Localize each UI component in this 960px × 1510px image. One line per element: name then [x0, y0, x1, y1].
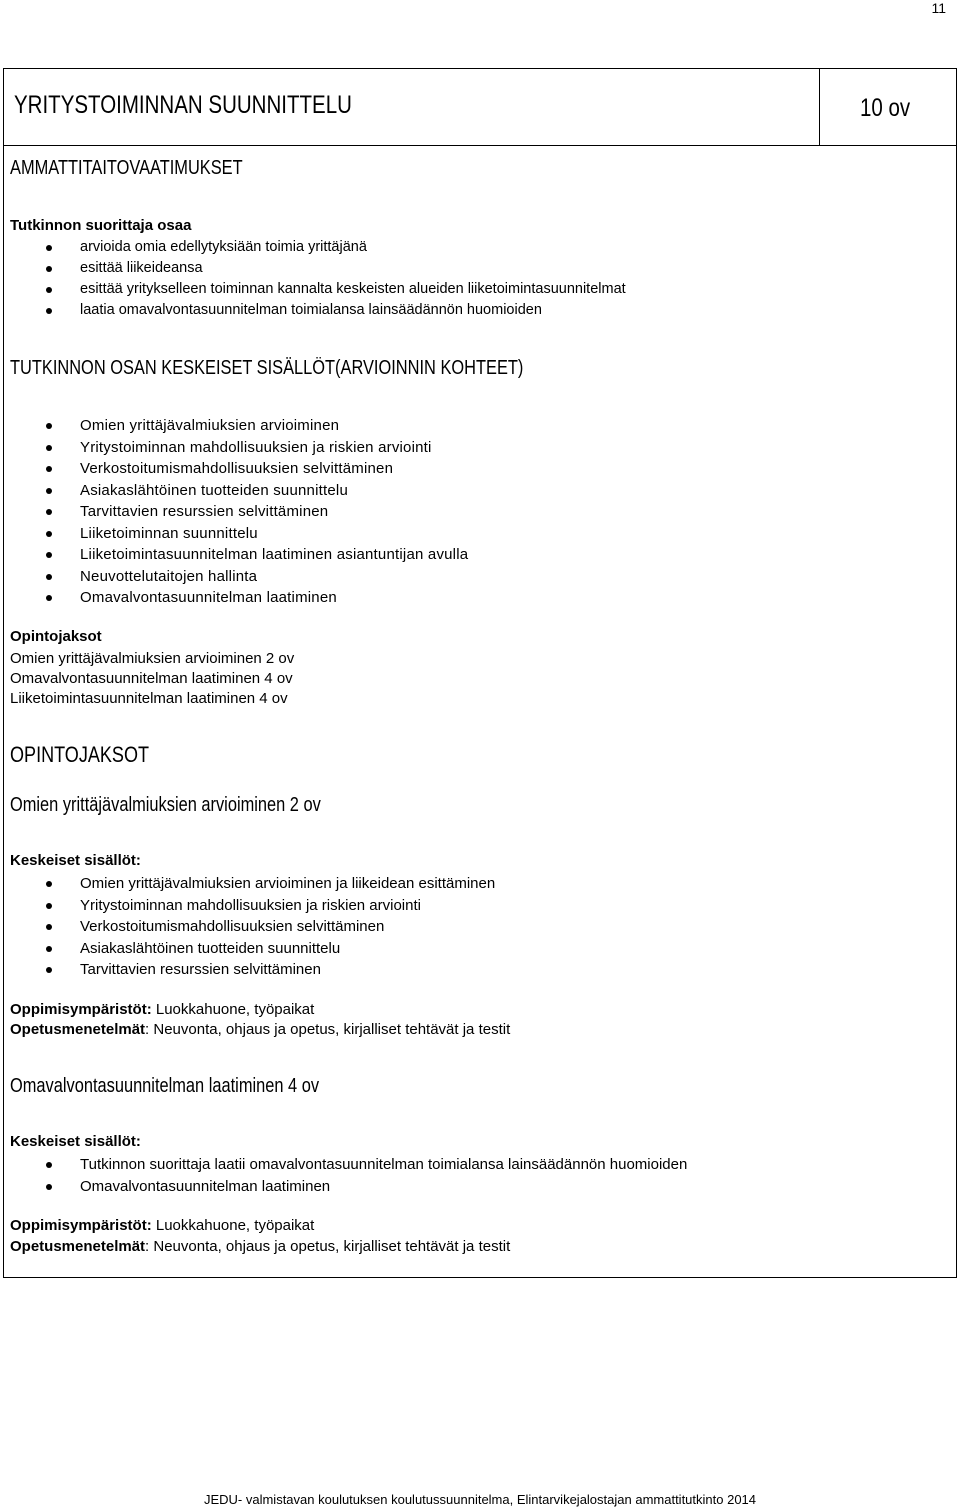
list-item-text: esittää liikeideansa	[80, 260, 203, 276]
contents-heading: TUTKINNON OSAN KESKEISET SISÄLLÖT(ARVIOINNIN KOHTEET)	[10, 357, 524, 379]
bullet-icon	[46, 595, 52, 601]
study-units-heading: OPINTOJAKSOT	[10, 742, 150, 767]
list-item	[0, 916, 495, 938]
unit-contents-label	[10, 852, 141, 869]
requirements-intro: Tutkinnon suorittaja osaa	[10, 217, 192, 234]
list-item	[0, 959, 495, 981]
title-row	[4, 69, 956, 146]
bullet-icon	[46, 488, 52, 494]
list-item	[0, 458, 468, 480]
module-credits: 10 ov	[860, 94, 911, 122]
bullet-icon	[46, 1162, 52, 1168]
list-item-text: Asiakaslähtöinen tuotteiden suunnittelu	[80, 939, 341, 957]
credits-cell	[819, 69, 956, 145]
study-unit-line: Omavalvontasuunnitelman laatiminen 4 ov	[10, 670, 293, 687]
list-item	[0, 938, 495, 960]
bullet-icon	[46, 967, 52, 973]
list-item	[0, 501, 468, 523]
list-item	[0, 237, 626, 258]
list-item-text: Verkostoitumismahdollisuuksien selvittäminen	[80, 460, 394, 477]
unit-methods	[10, 1238, 510, 1255]
bullet-icon	[46, 552, 52, 558]
list-item	[0, 258, 626, 279]
list-item	[0, 544, 468, 566]
list-item-text: Omien yrittäjävalmiuksien arvioiminen ja liikeidean esittäminen	[80, 875, 496, 892]
study-unit-line: Liiketoimintasuunnitelman laatiminen 4 ov	[10, 690, 288, 707]
bullet-icon	[46, 1184, 52, 1190]
list-item-text: Yritystoiminnan mahdollisuuksien ja riskien arviointi	[80, 438, 432, 456]
unit-contents-label-text: Keskeiset sisällöt:	[10, 1133, 141, 1150]
unit-environment	[10, 1217, 314, 1234]
bullet-icon	[46, 924, 52, 930]
list-item-text: Omavalvontasuunnitelman laatiminen	[80, 1177, 331, 1195]
list-item-text: Omien yrittäjävalmiuksien arvioiminen	[80, 417, 340, 434]
study-units-label: Opintojaksot	[10, 628, 102, 645]
bullet-icon	[46, 308, 52, 314]
list-item	[0, 437, 468, 459]
list-item	[0, 873, 495, 895]
list-item-text: Asiakaslähtöinen tuotteiden suunnittelu	[80, 481, 348, 499]
unit-contents-label-text: Keskeiset sisällöt:	[10, 852, 141, 869]
environment-value: Luokkahuone, työpaikat	[151, 1001, 315, 1018]
unit-title: Omien yrittäjävalmiuksien arvioiminen 2 ov	[10, 794, 321, 816]
list-item-text: Omavalvontasuunnitelman laatiminen	[80, 589, 337, 606]
bullet-icon	[46, 946, 52, 952]
list-item	[0, 1176, 687, 1198]
bullet-icon	[46, 445, 52, 451]
contents-list	[0, 415, 468, 609]
methods-value: : Neuvonta, ohjaus ja opetus, kirjalliset tehtävät ja testit	[145, 1021, 511, 1038]
bullet-icon	[46, 245, 52, 251]
unit-contents-list	[0, 873, 495, 981]
bullet-icon	[46, 287, 52, 293]
list-item	[0, 895, 495, 917]
list-item-text: Tarvittavien resurssien selvittäminen	[80, 961, 321, 978]
bullet-icon	[46, 423, 52, 429]
list-item-text: arvioida omia edellytyksiään toimia yrittäjänä	[80, 239, 367, 255]
unit-contents-label	[10, 1133, 141, 1150]
unit-title: Omavalvontasuunnitelman laatiminen 4 ov	[10, 1075, 320, 1097]
list-item-text: Yritystoiminnan mahdollisuuksien ja riskien arviointi	[80, 896, 421, 914]
module-title: YRITYSTOIMINNAN SUUNNITTELU	[14, 91, 352, 119]
methods-value: : Neuvonta, ohjaus ja opetus, kirjalliset tehtävät ja testit	[145, 1238, 511, 1255]
bullet-icon	[46, 509, 52, 515]
environment-label: Oppimisympäristöt:	[10, 1217, 152, 1234]
requirements-heading: AMMATTITAITOVAATIMUKSET	[10, 157, 243, 179]
list-item	[0, 279, 626, 300]
list-item	[0, 300, 626, 321]
list-item-text: Liiketoiminnan suunnittelu	[80, 524, 258, 542]
list-item-text: laatia omavalvontasuunnitelman toimialansa lainsäädännön huomioiden	[80, 302, 542, 318]
environment-value: Luokkahuone, työpaikat	[151, 1217, 315, 1234]
unit-contents-list	[0, 1154, 687, 1197]
page-number: 11	[931, 0, 946, 16]
study-unit-line: Omien yrittäjävalmiuksien arvioiminen 2 ov	[10, 650, 295, 667]
unit-methods	[10, 1021, 510, 1038]
list-item	[0, 523, 468, 545]
bullet-icon	[46, 531, 52, 537]
bullet-icon	[46, 266, 52, 272]
list-item	[0, 480, 468, 502]
methods-label: Opetusmenetelmät	[10, 1238, 146, 1255]
requirements-list	[0, 237, 626, 321]
list-item	[0, 1154, 687, 1176]
list-item-text: Liiketoimintasuunnitelman laatiminen asiantuntijan avulla	[80, 546, 469, 563]
list-item	[0, 415, 468, 437]
environment-label: Oppimisympäristöt:	[10, 1001, 152, 1018]
bullet-icon	[46, 903, 52, 909]
bullet-icon	[46, 574, 52, 580]
list-item-text: Verkostoitumismahdollisuuksien selvittäminen	[80, 918, 385, 935]
list-item-text: esittää yritykselleen toiminnan kannalta keskeisten alueiden liiketoimintasuunnitelmat	[80, 281, 626, 297]
list-item	[0, 566, 468, 588]
methods-label: Opetusmenetelmät	[10, 1021, 146, 1038]
unit-environment	[10, 1001, 314, 1018]
bullet-icon	[46, 881, 52, 887]
list-item-text: Tarvittavien resurssien selvittäminen	[80, 503, 329, 520]
page-footer: JEDU- valmistavan koulutuksen koulutussuunnitelma, Elintarvikejalostajan ammattitutkinto 2014	[203, 1492, 757, 1507]
list-item	[0, 587, 468, 609]
list-item-text: Neuvottelutaitojen hallinta	[80, 567, 258, 585]
bullet-icon	[46, 466, 52, 472]
list-item-text: Tutkinnon suorittaja laatii omavalvontasuunnitelman toimialansa lainsäädännön huomioiden	[80, 1156, 688, 1173]
